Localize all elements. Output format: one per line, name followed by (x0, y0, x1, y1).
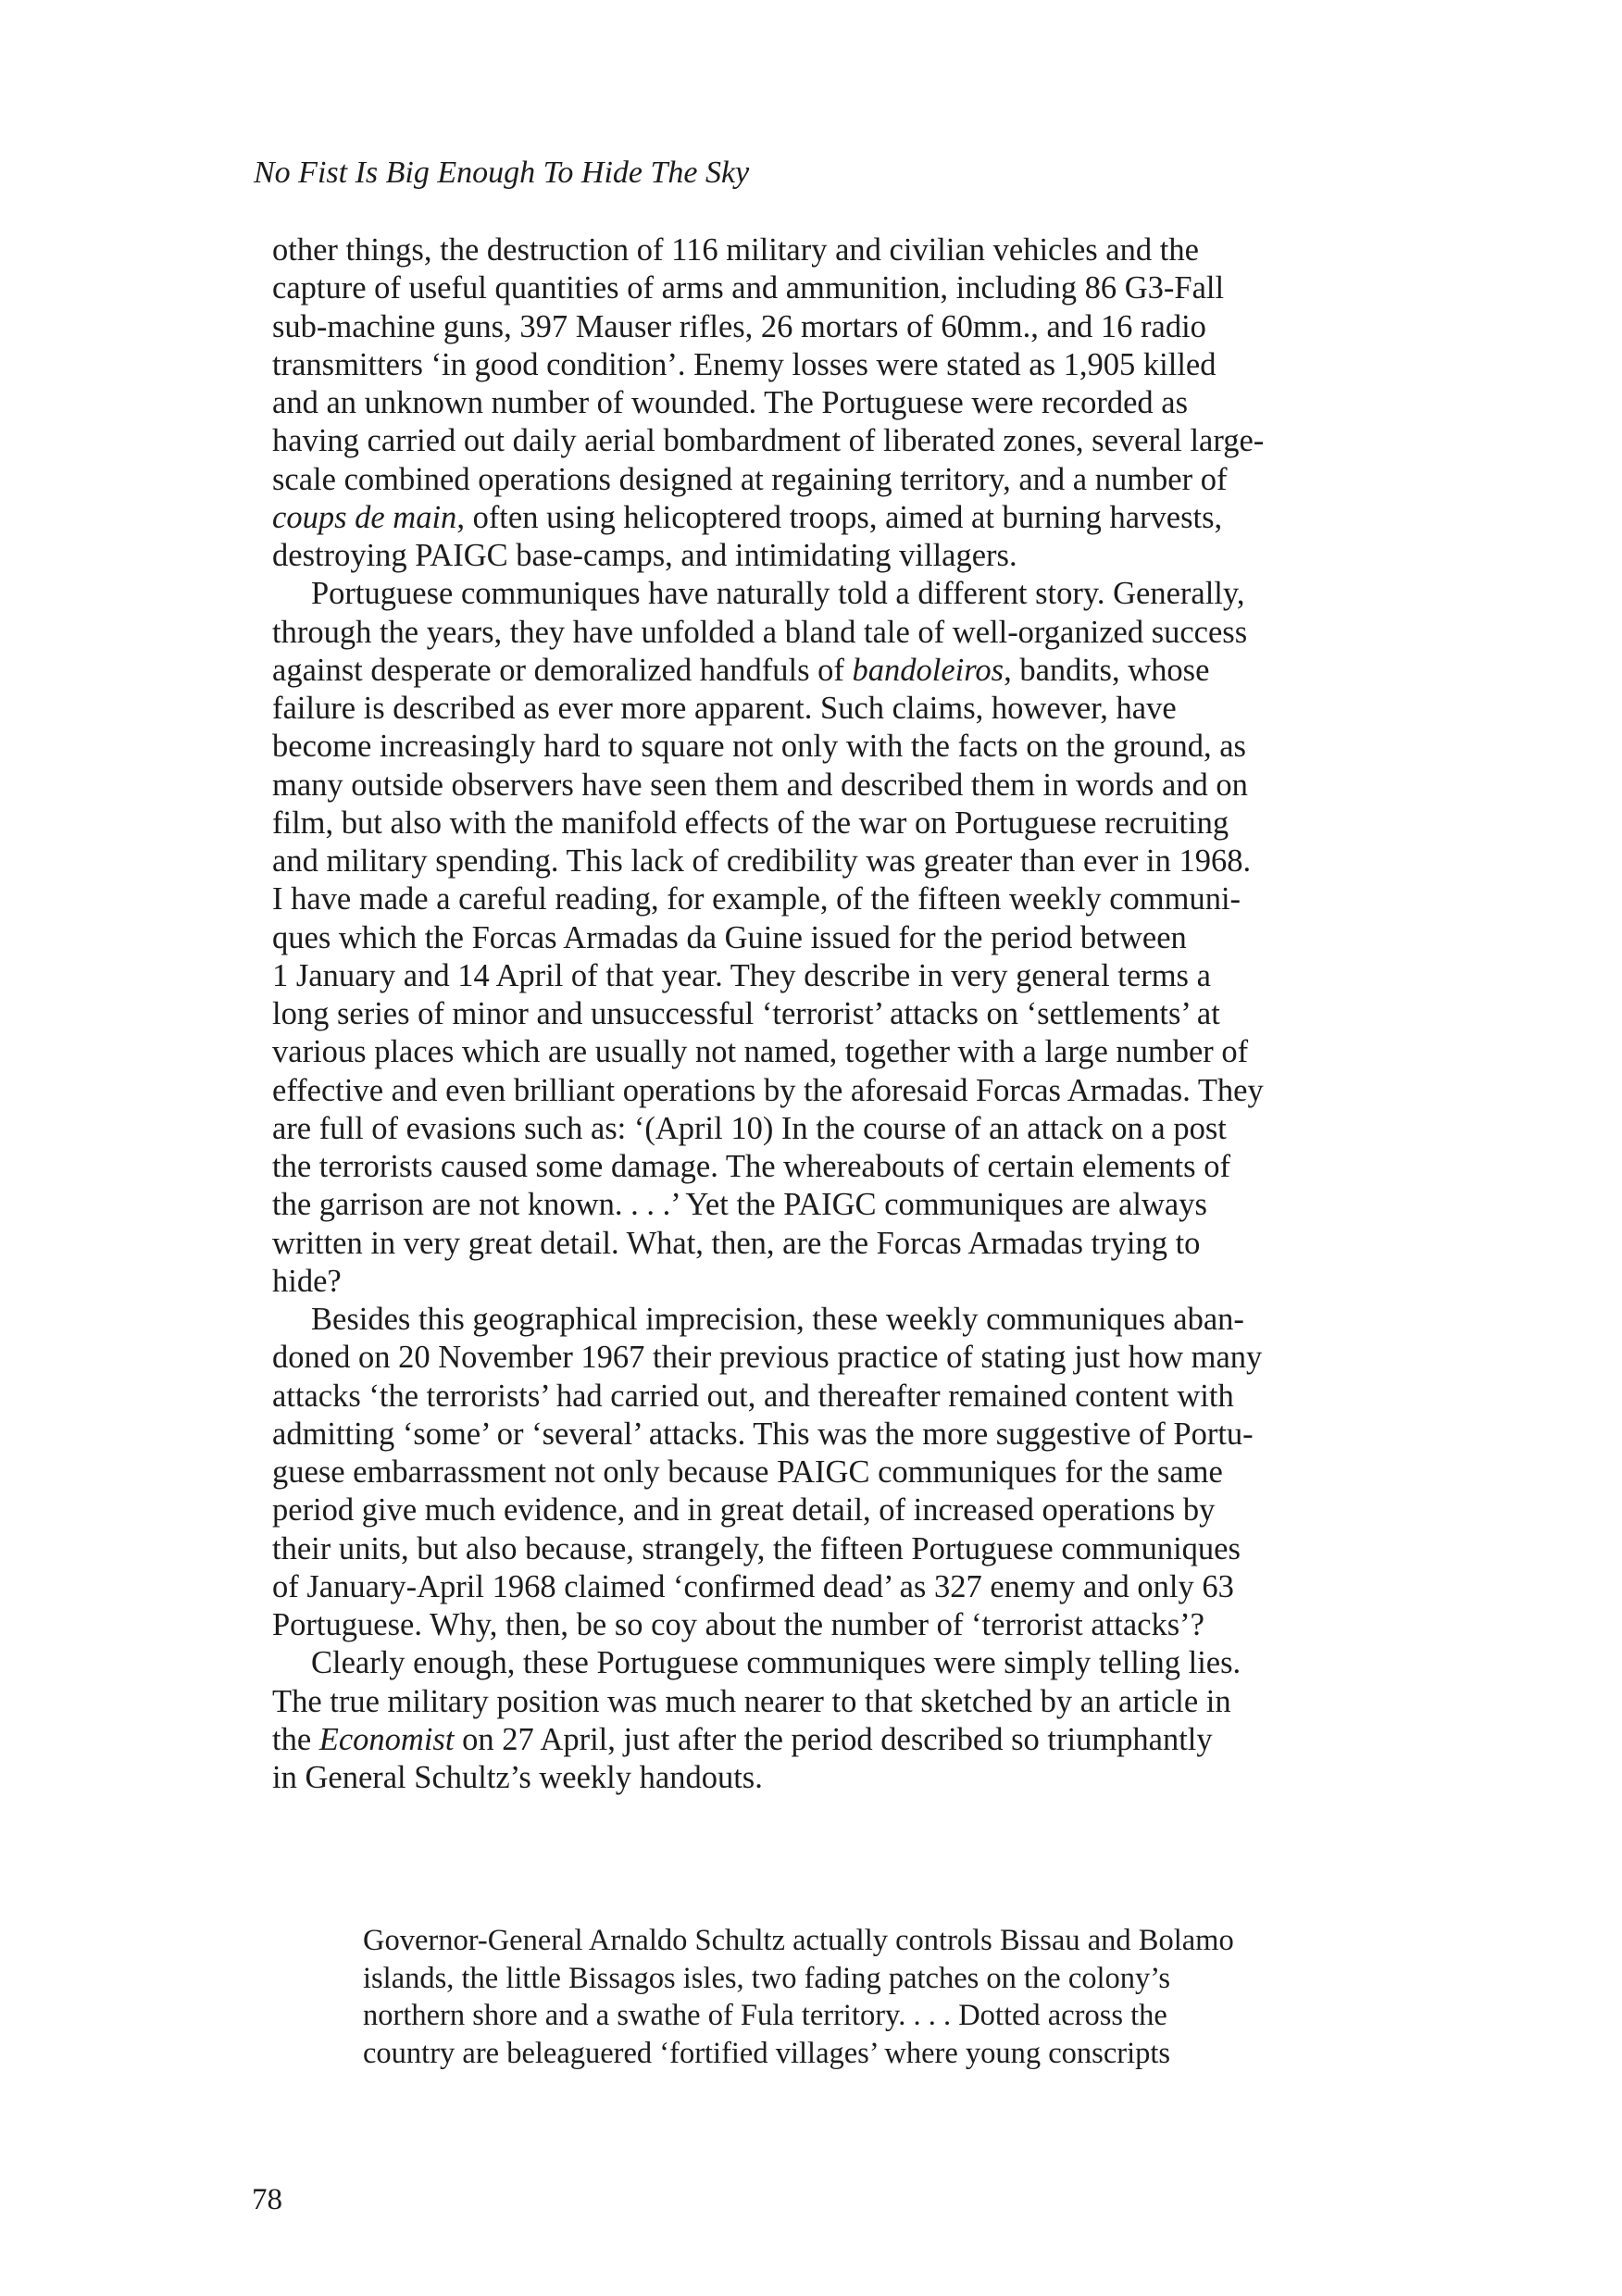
quote-line: northern shore and a swathe of Fula territory. . . . Dotted across the (363, 1999, 1167, 2032)
body-line: transmitters ‘in good condition’. Enemy losses were stated as 1,905 killed (272, 346, 1216, 382)
body-line: through the years, they have unfolded a bland tale of well-organized success (272, 614, 1248, 650)
body-line: ques which the Forcas Armadas da Guine issued for the period between (272, 919, 1187, 955)
body-line: sub-machine guns, 397 Mauser rifles, 26 mortars of 60mm., and 16 radio (272, 308, 1206, 344)
body-line: I have made a careful reading, for example, of the fifteen weekly communi- (272, 881, 1241, 917)
block-quote (363, 1922, 1418, 2072)
body-line: written in very great detail. What, then, are the Forcas Armadas trying to (272, 1225, 1201, 1261)
quote-line: Governor-General Arnaldo Schultz actually controls Bissau and Bolamo (363, 1924, 1234, 1957)
body-line: having carried out daily aerial bombardment of liberated zones, several large- (272, 423, 1265, 459)
body-line: hide? (272, 1263, 342, 1299)
running-title: No Fist Is Big Enough To Hide The Sky (254, 156, 750, 190)
body-line: many outside observers have seen them and described them in words and on (272, 767, 1248, 803)
body-line: and an unknown number of wounded. The Portuguese were recorded as (272, 385, 1189, 420)
body-line: Portuguese communiques have naturally told a different story. Generally, (311, 576, 1245, 612)
body-line: become increasingly hard to square not only with the facts on the ground, as (272, 729, 1246, 765)
quote-line: islands, the little Bissagos isles, two fading patches on the colony’s (363, 1961, 1170, 1995)
body-line: the Economist on 27 April, just after the period described so triumphantly (272, 1721, 1213, 1757)
body-line: period give much evidence, and in great detail, of increased operations by (272, 1492, 1216, 1529)
body-line: 1 January and 14 April of that year. They describe in very general terms a (272, 957, 1211, 993)
body-line: various places which are usually not named, together with a large number of (272, 1034, 1249, 1070)
body-line: coups de main, often using helicoptered troops, aimed at burning harvests, (272, 499, 1223, 535)
body-line: of January-April 1968 claimed ‘confirmed dead’ as 327 enemy and only 63 (272, 1568, 1234, 1604)
body-line: The true military position was much nearer to that sketched by an article in (272, 1683, 1231, 1719)
page-number: 78 (252, 2183, 282, 2216)
body-line: capture of useful quantities of arms and ammunition, including 86 G3-Fall (272, 270, 1225, 306)
body-line: Portuguese. Why, then, be so coy about the number of ‘terrorist attacks’? (272, 1607, 1204, 1642)
body-line: in General Schultz’s weekly handouts. (272, 1760, 763, 1795)
body-line: Besides this geographical imprecision, these weekly communiques aban- (311, 1302, 1244, 1337)
body-line: scale combined operations designed at regaining territory, and a number of (272, 461, 1228, 497)
body-line: film, but also with the manifold effects of the war on Portuguese recruiting (272, 805, 1229, 841)
body-text (272, 231, 1411, 1797)
body-line: and military spending. This lack of credibility was greater than ever in 1968. (272, 843, 1252, 879)
body-line: destroying PAIGC base-camps, and intimidating villagers. (272, 538, 1017, 573)
body-line: other things, the destruction of 116 military and civilian vehicles and the (272, 232, 1199, 268)
body-line: the garrison are not known. . . .’ Yet the PAIGC communiques are always (272, 1187, 1207, 1223)
body-line: their units, but also because, strangely, the fifteen Portuguese communiques (272, 1530, 1241, 1566)
body-line: long series of minor and unsuccessful ‘terrorist’ attacks on ‘settlements’ at (272, 996, 1220, 1031)
body-line: attacks ‘the terrorists’ had carried out, and thereafter remained content with (272, 1378, 1234, 1414)
body-line: effective and even brilliant operations by the aforesaid Forcas Armadas. They (272, 1072, 1264, 1108)
body-line: guese embarrassment not only because PAIGC communiques for the same (272, 1454, 1223, 1490)
body-line: failure is described as ever more apparent. Such claims, however, have (272, 691, 1177, 726)
body-line: against desperate or demoralized handfuls of bandoleiros, bandits, whose (272, 652, 1210, 688)
body-line: doned on 20 November 1967 their previous practice of stating just how many (272, 1340, 1263, 1376)
body-line: admitting ‘some’ or ‘several’ attacks. This was the more suggestive of Portu- (272, 1416, 1254, 1452)
body-line: are full of evasions such as: ‘(April 10) In the course of an attack on a post (272, 1110, 1227, 1146)
quote-line: country are beleaguered ‘fortified villages’ where young conscripts (363, 2036, 1171, 2070)
body-line: the terrorists caused some damage. The whereabouts of certain elements of (272, 1149, 1230, 1184)
body-line: Clearly enough, these Portuguese communiques were simply telling lies. (311, 1645, 1241, 1681)
